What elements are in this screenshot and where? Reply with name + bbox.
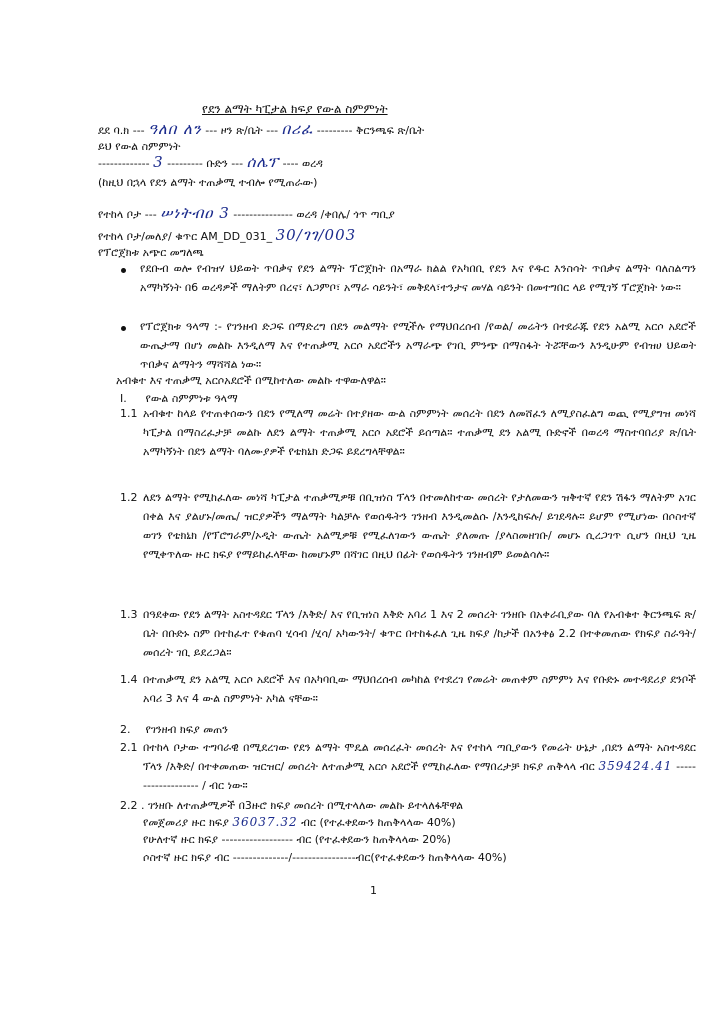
region-handwritten: ዓለበ ለን (148, 120, 202, 138)
section-2-heading (120, 723, 228, 737)
region-label: ደደ ባ.ክ --- (98, 124, 145, 137)
place-tail: --------------- ወረዳ /ቀበሌ/ ጎጥ ጣቢያ (233, 208, 395, 221)
clause-2-2 (120, 799, 463, 813)
page-number: 1 (370, 884, 377, 897)
first-payment-label: የመጀመሪያ ዙር ክፍያ (143, 816, 229, 829)
document-title: የደን ልማት ካፒታል ክፍያ የውል ስምምነት (202, 102, 388, 116)
clause-number: 1.1 (120, 407, 138, 420)
clause-text: በዓደቀው የደን ልማት አስተዳደር ፕላን /እቅድ/ እና የቢዝነስ እቅድ አባሪ 1 እና 2 መሰረት ገንዘቡ በአቀራቢያው ባለ የአብቁተ ቅርንጫፍ ጽ/ቤት በቡድኑ ስም በተከፈተ የቁጠባ ሂሳብ /ሂሳ/ አካውንት/ ቁጥር በተከፋፈለ ጊዜ ክፍያ /ከታች በአንቀፅ 2.2 በተቀመጠው የክፍያ ስራዓት/ መሰረት ገቢ ይደረጋል። (143, 608, 696, 659)
project-summary-heading: የፕሮጀክቱ አጭር መግለጫ (98, 246, 204, 259)
bureau-label: --------- ቡድን --- (167, 157, 244, 170)
wereda-label: ---- ወረዳ (282, 157, 323, 170)
code-label: የተከላ ቦታ/መለያ/ ቁጥር AM_DD_031_ (98, 230, 273, 243)
clause-number: 2.2 (120, 799, 138, 812)
clause-tail: ------------------- / ብር ነው። (143, 760, 696, 792)
section-number: I. (120, 392, 127, 405)
paren-note: (ከዚህ በኋላ የደን ልማት ተጠቃሚ ተብሎ የሚጠራው) (98, 176, 318, 189)
section-number: 2. (120, 723, 131, 736)
code-handwritten: 30/ገገ/003 (275, 226, 357, 244)
first-payment-line (143, 815, 456, 830)
bullet-dot (121, 326, 126, 331)
number-handwritten: 3 (153, 153, 164, 171)
region-line (98, 122, 424, 138)
bureau-handwritten: ሰሌፕ (246, 153, 280, 171)
clause-text: በተጠቃሚ ደን አልሚ አርሶ አደሮች እና በአካባቢው ማህበረሰብ መካከል የተደረገ የመሬት መጠቀም ስምምነ እና የቡድኑ መተዳደሪያ ደንቦች አባሪ 3 እና 4 ውል ስምምነት አካል ናቸው። (143, 673, 696, 705)
first-payment-handwritten: 36037.32 (232, 815, 298, 829)
clause-text: በተከላ ቦታው ተግባራዊ በሚደረገው የደን ልማት ሞዴል መሰረፈት መሰረት እና የተከላ ጣቢያውን የመሬት ሁኔታ ,በደን ልማት አስተዳደር ፕላን /እቅድ/ በተቀመጠው ዝርዝር/ መሰረት ለተጠቃሚ አርሶ አደሮች የሚከፈለው የማበረታቻ ክፍያ ጠቅላላ ብር (143, 741, 696, 773)
clause-text: ለደን ልማት የሚከፈለው መነሻ ካፒታል ተጠቃሚዎቹ በቢዝነስ ፕላን በተመለከተው መሰረት የታለመውን ዝቅተኛ የደን ሽፋን ማለትም አገር በቀል እና ያልሆኑ/መጤ/ ዝርያዎችን ማልማት ካልቻሉ የወሰዱትን ገንዘብ እንዲመልሱ /እንዲከፍሉ/ ይገደዳሉ። ይሆም የሚሆነው በሶስተኛ ወገን የቴክኒክ /የፕሮግራም/ኦዲት ውጤት አልሚዎቹ የሚፈለገውን ውጤት ያለመጡ /ያላስመዘገቡ/ መሆኑ ሲረጋገጥ ሲሆን በዚህ ጊዜ የሚቀጥለው ዙር ክፍያ የማይከፈላቸው ከመሆኑም በሻገር በዚህ በፊት የወሰዱትን ገንዘብም ይመልሳሉ። (143, 491, 696, 561)
section-title: የገንዘብ ክፍያ መጠን (145, 723, 229, 736)
clause-number: 1.2 (120, 491, 138, 504)
place-label: የተከላ ቦታ --- (98, 208, 157, 221)
clause-2-1 (143, 738, 696, 795)
place-handwritten: ሠነትብዐ 3 (160, 204, 230, 222)
clause-number: 2.1 (120, 741, 138, 754)
clause-text: አብቁተ ከላይ የተጠቀሰውን በደን የሚለማ መሬት በተያዘው ውል ስምምነት መሰረት በደን ለመሸፈን ለሚያስፈልግ ወጪ የሚያግዝ መነሻ ካፒታል በማስረፈታቻ መልኩ ለደን ልማት ተጠቃሚ አርሶ አደሮች ይሰጣል። ተጠቃሚ ደን አልሚ ቡድኖች በወረዳ ማስተባበሪያ ጽ/ቤት አማካኝነት በደን ልማት ባለሙያዎች የቴክኒክ ድጋፍ ይደረግላቸዋል። (143, 407, 696, 458)
zone-handwritten: በሪፈ (281, 120, 314, 138)
branch-office-label: --------- ቅርንጫፍ ጽ/ቤት (316, 124, 425, 137)
first-payment-tail: ብር (የተፈቀደውን ከጠቅላላው 40%) (301, 816, 456, 829)
group-line: ------------- 3 --------- ቡድን --- ሰሌፕ ---- ወረዳ (98, 153, 323, 171)
code-line (98, 228, 356, 244)
clause-number: 1.3 (120, 608, 138, 621)
total-amount-handwritten: 359424.41 (598, 759, 673, 773)
bullet-dot (121, 268, 126, 273)
clause-number: 1.4 (120, 673, 138, 686)
bullet-item: የደቡብ ወሎ የብዝሃ ህይወት ጥበቃና የደን ልማት ፕሮጀክት በአማራ ክልል የአካበቢ የደን እና የዱር እንስሳት ጥበቃና ልማት ባለስልጣን አማካኝነት በ6 ወረዳዎች ማለትም በረና፣ ለጋምቦ፣ አማራ ሳይንት፣ መቅደላ፣ተንታና መሃል ሳይንት በመተግበር ላይ የሚገኝ ፕሮጀክት ነው። (140, 262, 696, 294)
third-payment-line: ሶስተኛ ዙር ክፍያ ብር --------------/----------------ብር(የተፈቀደውን ከጠቅላላው 40%) (143, 851, 507, 864)
agreement-label: ይህ የውል ስምምነት (98, 140, 181, 153)
second-payment-line: የሁለተኛ ዙር ክፍያ ------------------ ብር (የተፈቀደውን ከጠቅላላው 20%) (143, 833, 451, 846)
clause-text: . ገንዘቡ ለተጠቃሚዎች በ3ዙሮ ክፍያ መሰረት በሚተላለው መልኩ ይተላለፋቸዋል (141, 799, 464, 812)
intro-line: አብቁተ እና ተጠቃሚ አርሶአደሮች በሚከተለው መልኩ ተዋውለዋል። (116, 374, 386, 387)
zone-label: --- ዞን ጽ/ቤት --- (205, 124, 279, 137)
planting-place-line (98, 206, 395, 222)
section-title: የውል ስምምነቱ ዓላማ (145, 392, 238, 405)
bullet-item: የፕሮጀክቱ ዓላማ :- የገንዘብ ድጋፍ በማድረግ በደን መልማት የሚችሉ የማህበረሰብ /የወል/ መሬትን በተደራጁ የደን አልሚ አርሶ አደሮች ውጤታማ በሆነ መልኩ እንዲለማ እና የተጠቃሚ አርሶ አደሮችን አማራጭ የገቢ ምንጭ በማስፋት ትሯቸውን እንዲሁም የብዝሀ ህይወት ጥበቃና ልማትን ማሻሻል ነው። (140, 320, 696, 371)
